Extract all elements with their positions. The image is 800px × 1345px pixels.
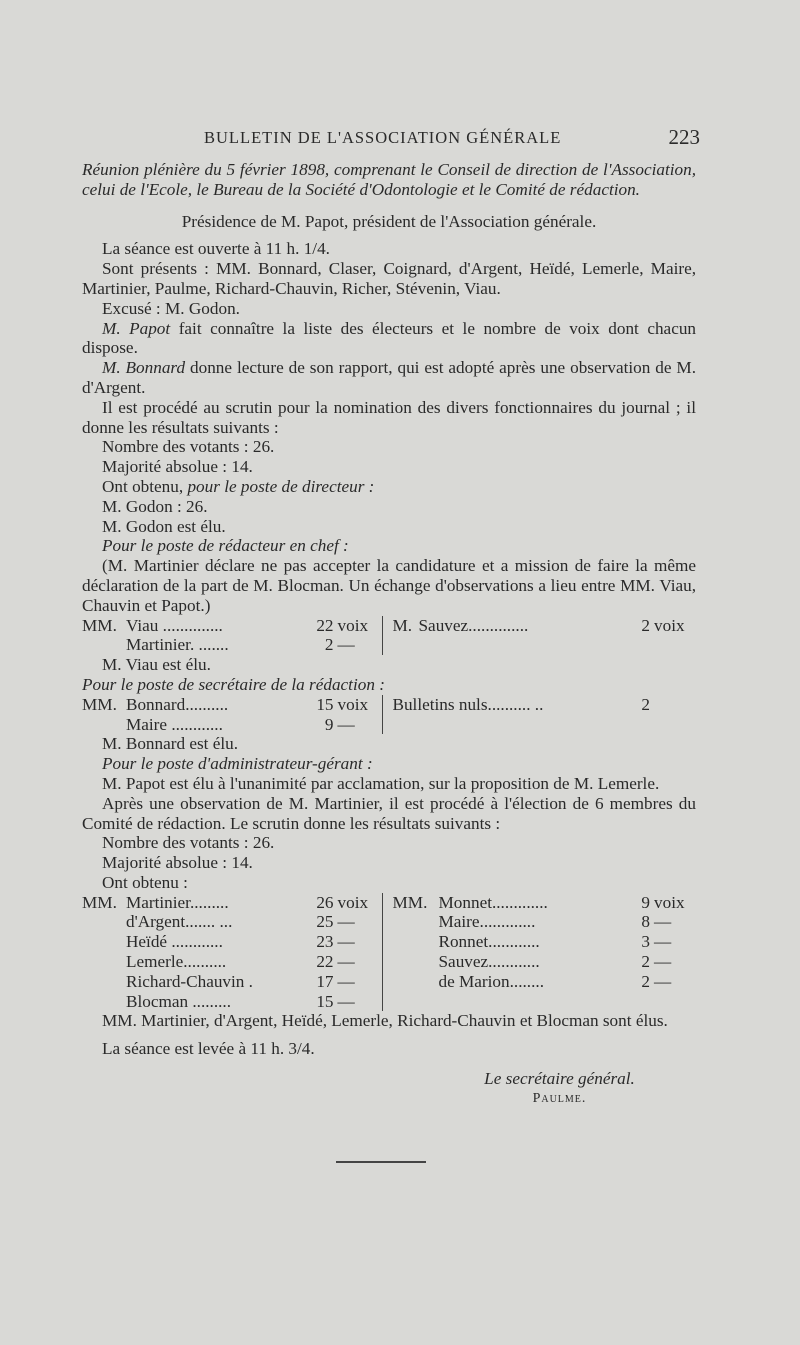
papot-name: M. Papot [102, 318, 171, 338]
vote-column-left [82, 616, 383, 656]
vote-count: 2 [641, 694, 650, 714]
vote-row [393, 972, 697, 992]
presents-paragraph: Sont présents : MM. Bonnard, Claser, Coignard, d'Argent, Heïdé, Lemerle, Maire, Martinier, Paulme, Richard-Chauvin, Richer, Stévenin, Viau. [82, 259, 696, 298]
candidate-name: Sauvez............ [438, 952, 540, 972]
vote-prefix [82, 972, 126, 992]
elus-paragraph: MM. Martinier, d'Argent, Heïdé, Lemerle, Richard-Chauvin et Blocman sont élus. [102, 1011, 668, 1031]
vote-row [82, 695, 382, 715]
vote-prefix: MM. [82, 892, 117, 912]
vote-count: 23 [316, 932, 334, 952]
intro-paragraph: Réunion plénière du 5 février 1898, comprenant le Conseil de direction de l'Association, celui de l'Ecole, le Bureau de la Société d'Odontologie et le Comité de rédaction. [82, 160, 696, 199]
majorite-line-2: Majorité absolue : 14. [102, 853, 253, 873]
candidate-name: Lemerle.......... [126, 952, 227, 972]
candidate-name: Viau .............. [126, 615, 223, 635]
vote-row [393, 893, 697, 913]
vote-table-secretaire [82, 695, 696, 735]
vote-row [82, 616, 382, 636]
vote-row [393, 912, 697, 932]
signature-name: Paulme. [532, 1090, 587, 1106]
poste-directeur: pour le poste de directeur : [187, 476, 375, 496]
vote-prefix [82, 635, 126, 655]
vote-unit [650, 695, 696, 715]
godon-votes-line: M. Godon : 26. [102, 496, 208, 516]
candidate-name: Martinier......... [126, 892, 229, 912]
vote-row [393, 952, 697, 972]
majorite-line-1: Majorité absolue : 14. [102, 457, 253, 477]
vote-unit: voix [337, 694, 369, 714]
vote-unit: — [337, 991, 355, 1011]
vote-unit: — [654, 932, 672, 952]
vote-prefix [393, 952, 439, 972]
vote-row [393, 932, 697, 952]
vote-count: 2 [641, 971, 650, 991]
candidate-name: d'Argent....... ... [126, 912, 233, 932]
admin-heading: Pour le poste d'administrateur-gérant : [102, 754, 373, 774]
candidate-name: de Marion........ [438, 971, 544, 991]
vote-count: 2 [324, 635, 334, 655]
secretaire-heading: Pour le poste de secrétaire de la rédaction : [82, 674, 385, 694]
vote-row [82, 972, 382, 992]
bonnard-name: M. Bonnard [102, 358, 186, 378]
papot-paragraph [82, 319, 696, 359]
vote-prefix: MM. [392, 892, 428, 912]
votants-line-2: Nombre des votants : 26. [102, 833, 275, 853]
vote-unit: — [654, 912, 672, 932]
vote-row [82, 912, 382, 932]
vote-prefix [393, 912, 439, 932]
vote-column-right [383, 893, 697, 1012]
vote-count: 17 [316, 971, 334, 991]
vote-column-right [383, 695, 697, 735]
vote-unit: — [654, 971, 672, 991]
obtenu-directeur-line [82, 477, 696, 497]
vote-column-left [82, 695, 383, 735]
vote-prefix: M. [392, 615, 413, 635]
vote-row [82, 992, 382, 1012]
vote-unit: voix [654, 615, 685, 635]
vote-count: 22 [316, 952, 334, 972]
vote-count: 25 [316, 912, 334, 932]
document-body [82, 160, 696, 1109]
end-rule [336, 1161, 426, 1163]
vote-count: 3 [641, 932, 650, 952]
bonnard-text: donne lecture de son rapport, qui est adopté après une observation de M. d'Argent. [82, 358, 696, 397]
vote-unit: voix [337, 615, 369, 635]
excuse-line: Excusé : M. Godon. [102, 298, 240, 318]
vote-prefix [82, 912, 126, 932]
vote-row [82, 893, 382, 913]
vote-count: 15 [316, 694, 334, 714]
vote-row [82, 635, 382, 655]
martinier-note: (M. Martinier déclare ne pas accepter la candidature et a mission de faire la même déclaration de la part de M. Blocman. Un échange d'observations a lieu entre MM. Viau, Chauvin et Papot.) [82, 556, 696, 615]
candidate-name: Richard-Chauvin . [126, 971, 253, 991]
vote-column-left [82, 893, 383, 1012]
vote-count: 8 [641, 912, 650, 932]
scrutin-paragraph: Il est procédé au scrutin pour la nomination des divers fonctionnaires du journal ; il donne les résultats suivants : [82, 397, 696, 437]
candidate-name: Martinier. ....... [126, 635, 229, 655]
vote-row [82, 952, 382, 972]
vote-count: 22 [316, 615, 334, 635]
vote-row [393, 616, 697, 636]
vote-count: 2 [641, 952, 650, 972]
ouverture-line: La séance est ouverte à 11 h. 1/4. [102, 239, 330, 259]
vote-row [393, 695, 697, 715]
candidate-name: Maire............. [438, 912, 536, 932]
page-number: 223 [668, 125, 700, 149]
vote-prefix [393, 932, 439, 952]
vote-prefix [82, 715, 126, 735]
vote-prefix [82, 952, 126, 972]
vote-row [82, 715, 382, 735]
vote-unit: — [337, 714, 355, 734]
godon-elu-line: M. Godon est élu. [102, 516, 226, 536]
bonnard-paragraph [82, 358, 696, 398]
candidate-name: Sauvez.............. [418, 615, 529, 635]
vote-prefix: MM. [82, 615, 117, 635]
viau-elu-line: M. Viau est élu. [102, 655, 211, 675]
vote-column-right [383, 616, 697, 656]
vote-unit: — [337, 912, 355, 932]
vote-prefix [82, 992, 126, 1012]
vote-unit: — [337, 635, 355, 655]
candidate-name: Maire ............ [126, 714, 223, 734]
vote-row [82, 932, 382, 952]
vote-table-redacteur [82, 616, 696, 656]
candidate-name: Bonnard.......... [126, 694, 229, 714]
votants-line-1: Nombre des votants : 26. [102, 437, 275, 457]
vote-prefix: MM. [82, 694, 117, 714]
obtenu-line-2: Ont obtenu : [102, 872, 188, 892]
papot-text: fait connaître la liste des électeurs et le nombre de voix dont chacun dispose. [82, 318, 697, 358]
candidate-name: Ronnet............ [438, 932, 540, 952]
candidate-name: Blocman ......... [126, 991, 232, 1011]
bonnard-elu-line: M. Bonnard est élu. [102, 734, 239, 754]
signature-role: Le secrétaire général. [484, 1069, 635, 1089]
signature-block [467, 1069, 652, 1109]
vote-unit: — [337, 932, 355, 952]
presidence-line: Présidence de M. Papot, président de l'Association générale. [181, 211, 597, 231]
vote-count: 26 [316, 892, 334, 912]
vote-count: 9 [324, 714, 334, 734]
vote-unit: — [337, 952, 355, 972]
candidate-name: Heïdé ............ [126, 932, 223, 952]
papot-elu-paragraph: M. Papot est élu à l'unanimité par acclamation, sur la proposition de M. Lemerle. [102, 773, 660, 793]
obtenu-prefix: Ont obtenu, [102, 476, 188, 496]
vote-unit: voix [337, 892, 369, 912]
candidate-name: Monnet............. [438, 892, 548, 912]
vote-count: 15 [316, 991, 334, 1011]
vote-count: 9 [641, 892, 650, 912]
vote-table-comite [82, 893, 696, 1012]
vote-count: 2 [641, 615, 650, 635]
apres-paragraph: Après une observation de M. Martinier, il est procédé à l'élection de 6 membres du Comité de rédaction. Le scrutin donne les résultats suivants : [82, 793, 696, 833]
levee-line: La séance est levée à 11 h. 3/4. [102, 1039, 315, 1059]
header-title: BULLETIN DE L'ASSOCIATION GÉNÉRALE [204, 128, 562, 147]
vote-prefix [393, 972, 439, 992]
candidate-name: Bulletins nuls.......... .. [392, 694, 544, 714]
vote-unit: — [337, 971, 355, 991]
vote-unit: voix [654, 892, 685, 912]
vote-prefix [82, 932, 126, 952]
vote-unit: — [654, 952, 672, 972]
redacteur-heading: Pour le poste de rédacteur en chef : [102, 536, 349, 556]
